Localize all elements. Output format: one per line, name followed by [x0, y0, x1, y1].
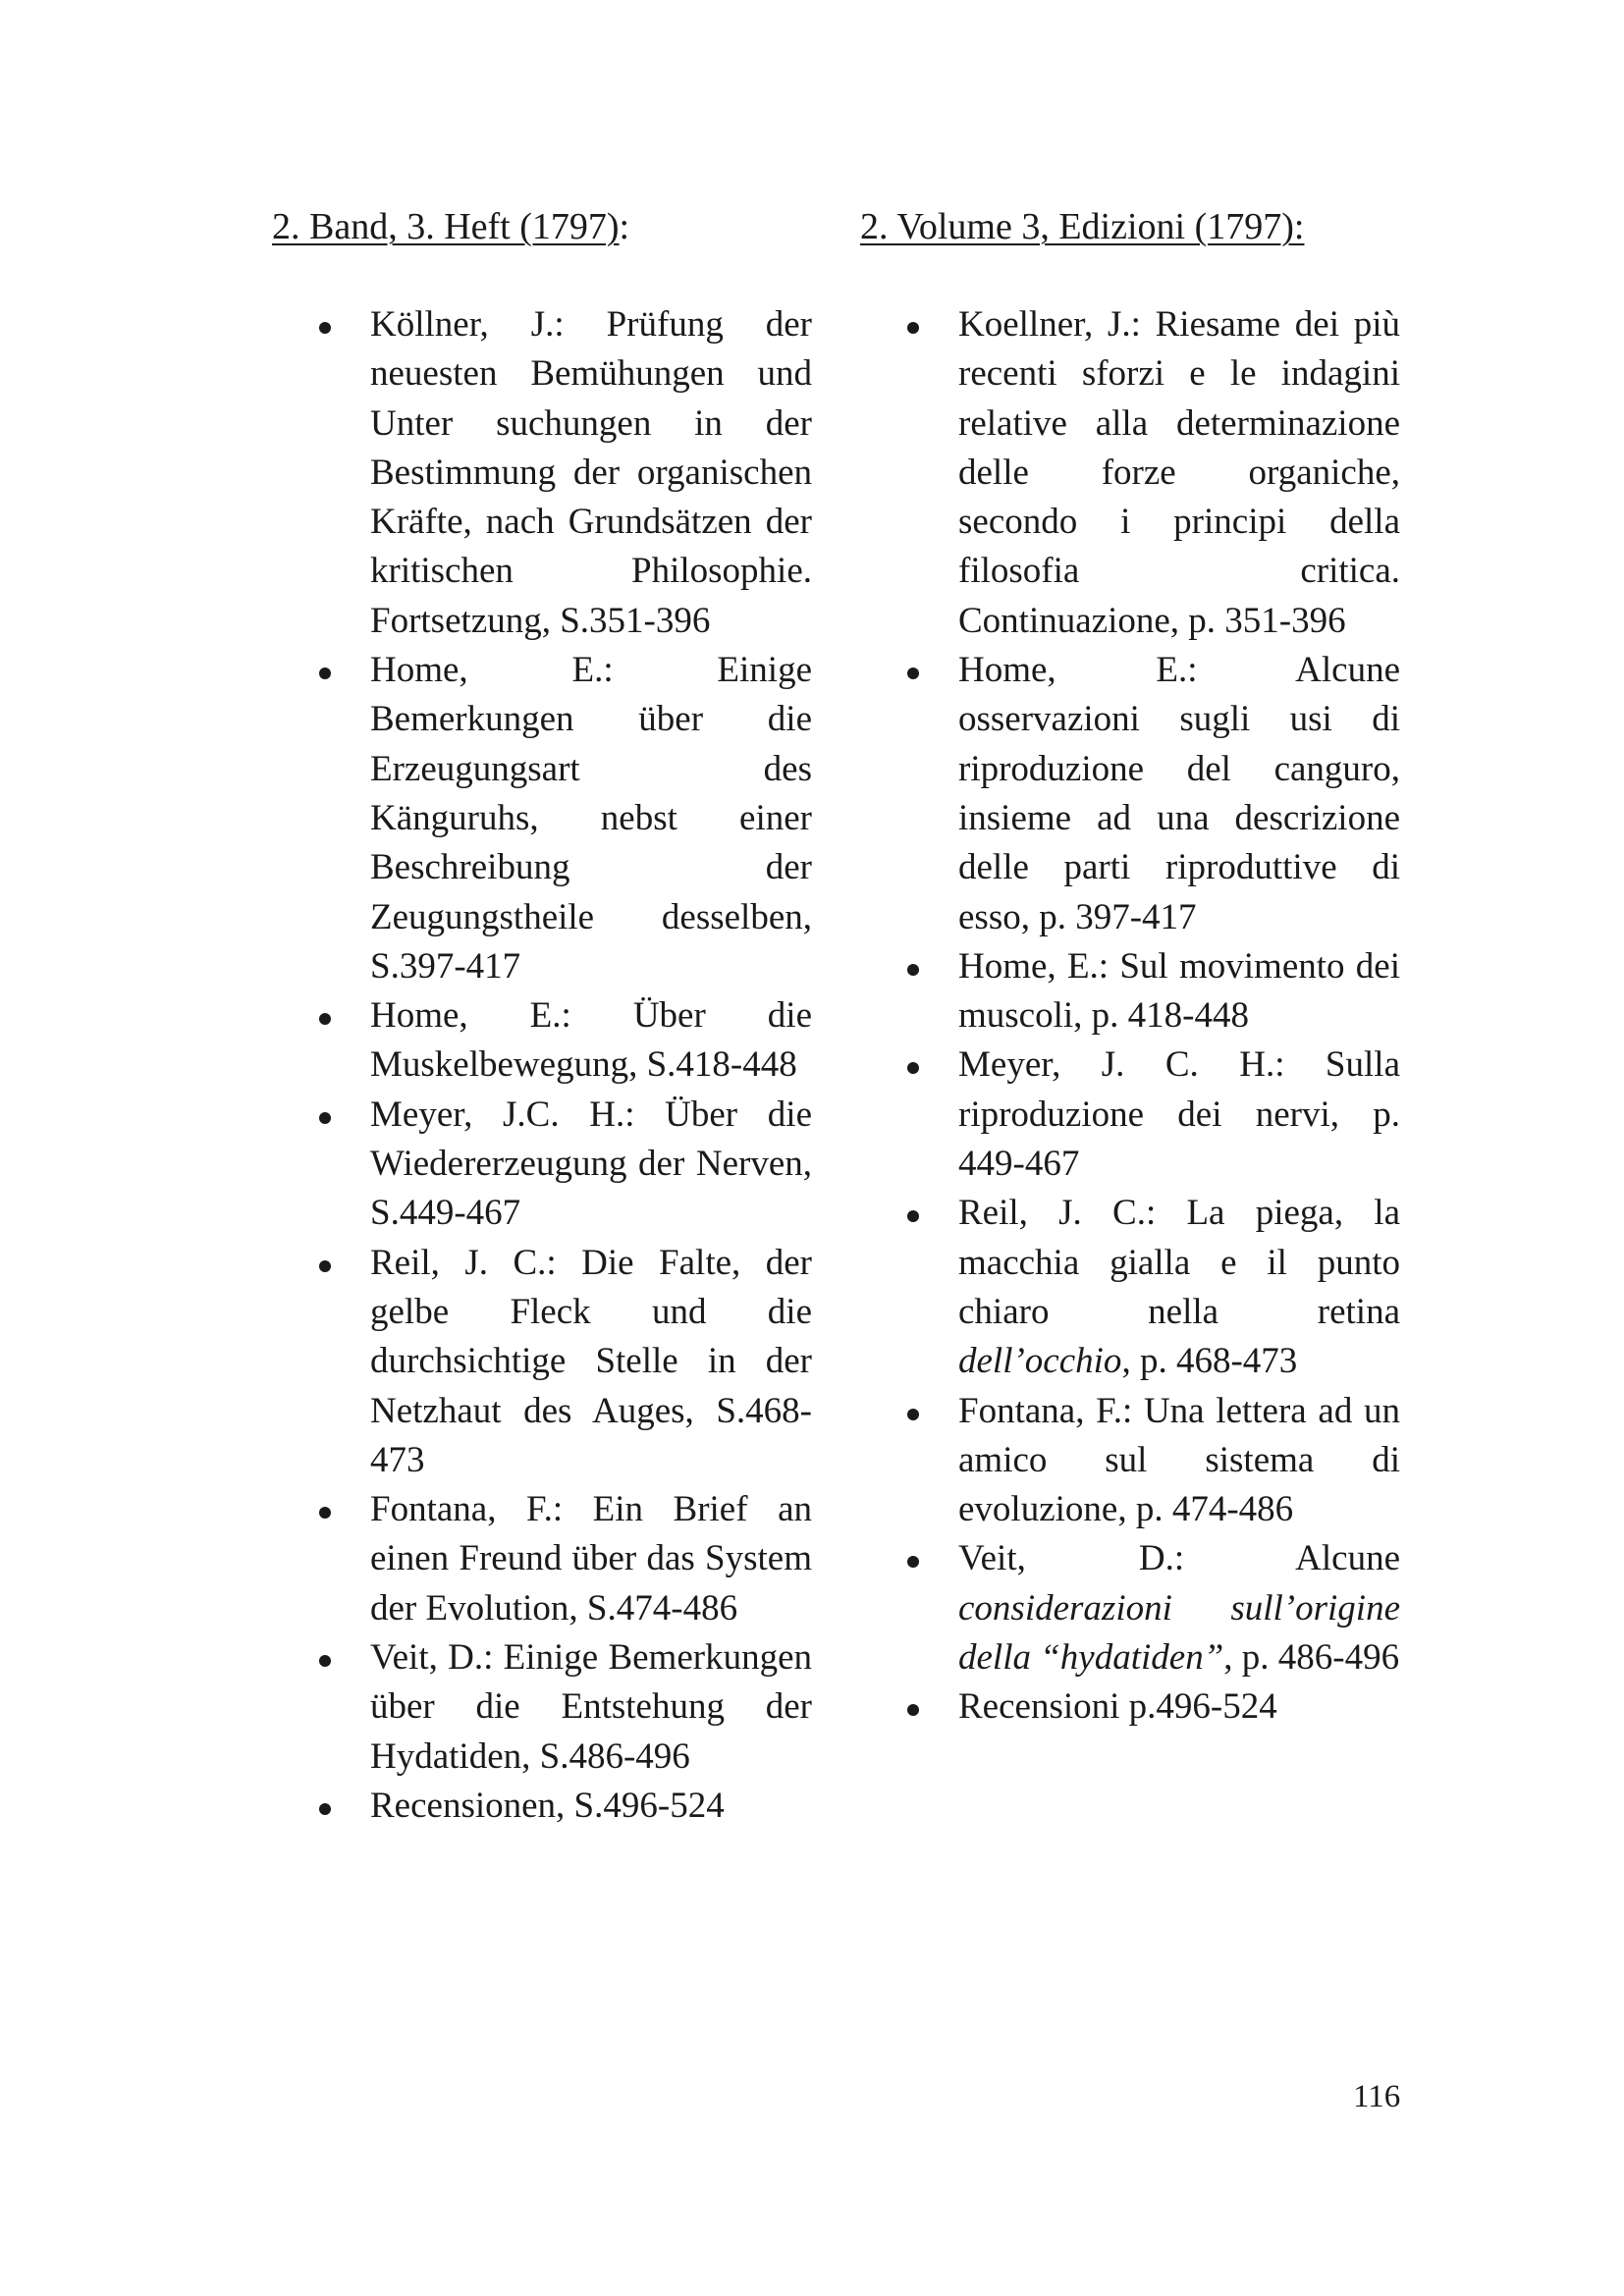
right-entry — [958, 1682, 1400, 1732]
left-entry — [370, 1485, 812, 1633]
left-column-heading — [272, 202, 812, 251]
right-entry-italic: dell’occhio — [958, 1341, 1122, 1382]
right-entry-list — [958, 300, 1400, 1733]
bullet-icon — [907, 1556, 919, 1568]
bullet-icon — [907, 964, 919, 976]
right-entry-main: Home, E.: Alcune osservazioni sugli usi di riproduzione del canguro, insieme ad una descrizione delle parti riproduttive di esso, p. 397-417 — [958, 650, 1400, 937]
bullet-icon — [907, 1210, 919, 1222]
right-entry — [958, 300, 1400, 646]
bullet-icon — [319, 1112, 331, 1124]
bullet-icon — [319, 1803, 331, 1815]
right-entry-pages: , p. 468-473 — [1121, 1341, 1298, 1382]
right-entry-text — [958, 1682, 1400, 1732]
left-entry-text: Recensionen, S.496-524 — [370, 1785, 725, 1826]
right-entry — [958, 646, 1400, 942]
bullet-icon — [907, 1062, 919, 1074]
bullet-icon — [907, 1409, 919, 1420]
left-heading-text: 2. Band, 3. Heft (1797) — [272, 206, 620, 247]
bullet-icon — [907, 667, 919, 679]
left-entry — [370, 991, 812, 1091]
bullet-icon — [319, 1655, 331, 1667]
bullet-icon — [319, 1013, 331, 1025]
right-entry-pages: , p. 486-496 — [1223, 1637, 1400, 1679]
right-entry-main: Veit, D.: Alcune — [958, 1538, 1400, 1579]
right-entry — [958, 1387, 1400, 1535]
left-column — [272, 202, 812, 1826]
right-column — [860, 202, 1400, 1728]
left-entry-list — [370, 300, 812, 1831]
right-heading-text: 2. Volume 3, Edizioni (1797): — [860, 206, 1305, 247]
bullet-icon — [907, 1704, 919, 1716]
left-entry-text: Meyer, J.C. H.: Über die Wiedererzeugung der Nerven, S.449-467 — [370, 1094, 812, 1234]
right-entry — [958, 1041, 1400, 1189]
right-entry — [958, 1189, 1400, 1386]
bullet-icon — [319, 1260, 331, 1272]
right-entry-main: Meyer, J. C. H.: Sulla riproduzione dei nervi, p. 449-467 — [958, 1044, 1400, 1185]
right-entry-text — [958, 942, 1400, 1041]
bullet-icon — [907, 322, 919, 334]
right-entry-text — [958, 1534, 1400, 1682]
bullet-icon — [319, 667, 331, 679]
right-entry-text — [958, 1041, 1400, 1189]
left-entry-text: Home, E.: Einige Bemerkungen über die Erzeugungsart des Känguruhs, nebst einer Beschreibung der Zeugungstheile desselben, S.397-417 — [370, 650, 812, 987]
left-entry — [370, 646, 812, 991]
right-entry-text — [958, 646, 1400, 942]
left-entry — [370, 1239, 812, 1485]
right-entry-main: Reil, J. C.: La piega, la macchia gialla e il punto chiaro nella retina — [958, 1193, 1400, 1332]
left-entry-text: Veit, D.: Einige Bemerkungen über die Entstehung der Hydatiden, S.486-496 — [370, 1637, 812, 1777]
right-entry-main: Recensioni p.496-524 — [958, 1686, 1277, 1728]
right-entry — [958, 942, 1400, 1041]
right-entry-main: Home, E.: Sul movimento dei muscoli, p. 418-448 — [958, 945, 1400, 1037]
page-number: 116 — [1353, 2079, 1401, 2114]
right-entry-main: Koellner, J.: Riesame dei più recenti sforzi e le indagini relative alla determinazione delle forze organiche, secondo i principi della filosofia critica. Continuazione, p. 351-396 — [958, 304, 1400, 641]
right-entry-text — [958, 1387, 1400, 1535]
right-entry — [958, 1534, 1400, 1682]
bullet-icon — [319, 1507, 331, 1519]
left-entry — [370, 1633, 812, 1782]
right-entry-italic: considerazioni sull’origine della “hydatiden” — [958, 1587, 1400, 1679]
left-heading-suffix: : — [619, 206, 630, 247]
left-entry-text: Fontana, F.: Ein Brief an einen Freund über das System der Evolution, S.474-486 — [370, 1489, 812, 1629]
right-column-heading — [860, 202, 1400, 251]
left-entry — [370, 300, 812, 646]
left-entry — [370, 1782, 812, 1831]
right-entry-main: Fontana, F.: Una lettera ad un amico sul sistema di evoluzione, p. 474-486 — [958, 1390, 1400, 1530]
left-entry — [370, 1091, 812, 1239]
left-entry-text: Home, E.: Über die Muskelbewegung, S.418-448 — [370, 995, 812, 1086]
left-entry-text: Reil, J. C.: Die Falte, der gelbe Fleck und die durchsichtige Stelle in der Netzhaut des Auges, S.468-473 — [370, 1242, 812, 1480]
right-entry-text — [958, 1189, 1400, 1386]
right-entry-text — [958, 300, 1400, 646]
left-entry-text: Köllner, J.: Prüfung der neuesten Bemühungen und Unter suchungen in der Bestimmung der organischen Kräfte, nach Grundsätzen der kritischen Philosophie. Fortsetzung, S.351-396 — [370, 304, 812, 641]
bullet-icon — [319, 322, 331, 334]
